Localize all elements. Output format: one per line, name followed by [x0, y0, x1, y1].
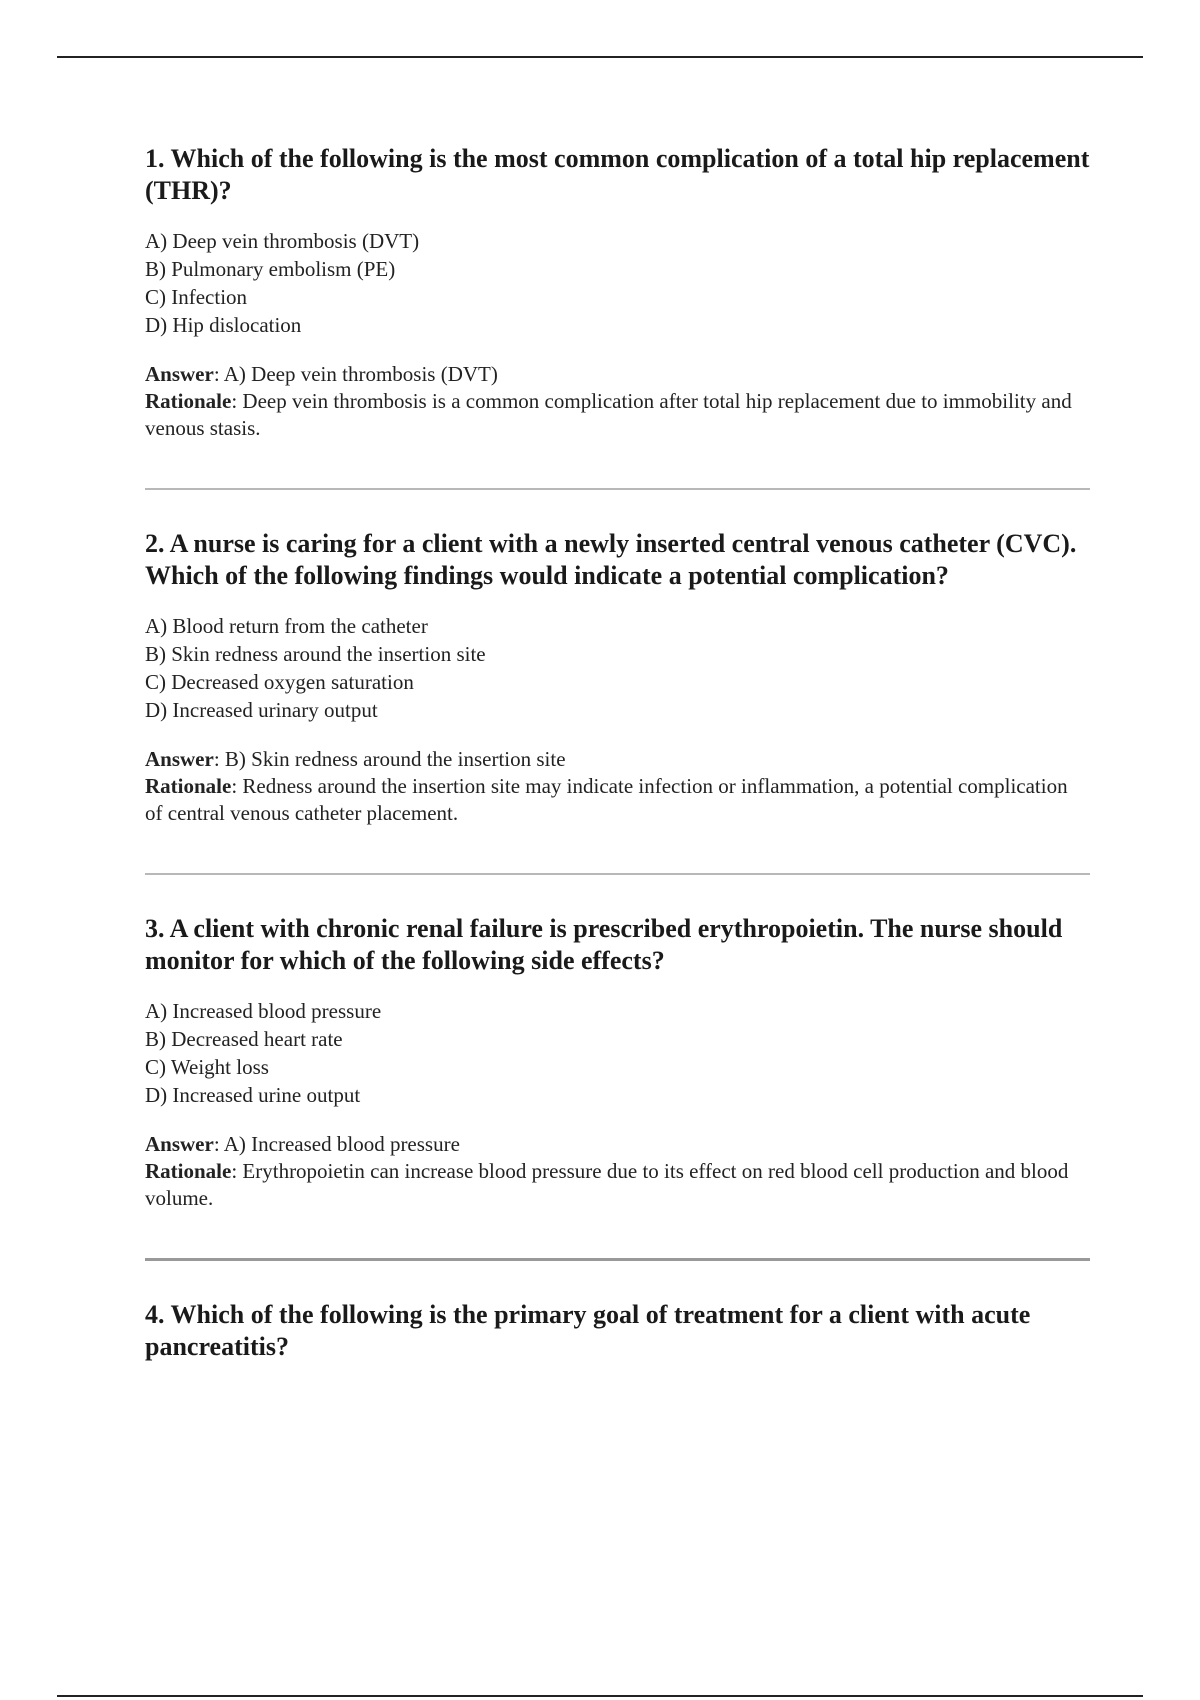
rationale-label: Rationale [145, 1159, 232, 1183]
question-title: 1. Which of the following is the most common complication of a total hip replacement (THR)? [145, 144, 1090, 205]
answer-text: : B) Skin redness around the insertion site [213, 747, 566, 771]
answer-label: Answer [145, 362, 214, 386]
question-3 [145, 913, 1090, 1212]
answer-label: Answer [145, 1132, 214, 1156]
option-a: A) Deep vein thrombosis (DVT) [145, 229, 420, 253]
rationale-line [145, 388, 1090, 442]
question-title: 4. Which of the following is the primary goal of treatment for a client with acute pancreatitis? [145, 1300, 1031, 1361]
option-d: D) Hip dislocation [145, 313, 302, 337]
option-d: D) Increased urine output [145, 1083, 361, 1107]
document-body [145, 143, 1090, 1383]
option-d: D) Increased urinary output [145, 698, 378, 722]
question-separator [145, 873, 1090, 875]
question-4 [145, 1299, 1090, 1363]
answer-text: : A) Increased blood pressure [213, 1132, 460, 1156]
option-a: A) Increased blood pressure [145, 999, 382, 1023]
option-c: C) Infection [145, 285, 248, 309]
option-b: B) Pulmonary embolism (PE) [145, 257, 396, 281]
rationale-text: : Deep vein thrombosis is a common complication after total hip replacement due to immobility and venous stasis. [145, 389, 1072, 440]
question-title: 2. A nurse is caring for a client with a newly inserted central venous catheter (CVC). Which of the following findings would indicate a potential complication? [145, 529, 1077, 590]
answer-options [145, 227, 1090, 339]
rationale-label: Rationale [145, 774, 232, 798]
option-c: C) Weight loss [145, 1055, 269, 1079]
page-top-rule [57, 56, 1143, 58]
answer-line [145, 746, 1090, 773]
rationale-line [145, 1158, 1090, 1212]
rationale-label: Rationale [145, 389, 232, 413]
answer-line [145, 1131, 1090, 1158]
question-separator [145, 1258, 1090, 1261]
option-c: C) Decreased oxygen saturation [145, 670, 414, 694]
answer-line [145, 361, 1090, 388]
rationale-line [145, 773, 1090, 827]
answer-text: : A) Deep vein thrombosis (DVT) [213, 362, 498, 386]
answer-options [145, 612, 1090, 724]
rationale-text: : Redness around the insertion site may indicate infection or inflammation, a potential complication of central venous catheter placement. [145, 774, 1068, 825]
answer-label: Answer [145, 747, 214, 771]
page-bottom-rule [57, 1695, 1143, 1697]
question-title: 3. A client with chronic renal failure is prescribed erythropoietin. The nurse should monitor for which of the following side effects? [145, 914, 1063, 975]
question-separator [145, 488, 1090, 490]
answer-options [145, 997, 1090, 1109]
question-2 [145, 528, 1090, 827]
rationale-text: : Erythropoietin can increase blood pressure due to its effect on red blood cell production and blood volume. [145, 1159, 1069, 1210]
question-1 [145, 143, 1090, 442]
option-b: B) Skin redness around the insertion site [145, 642, 486, 666]
option-b: B) Decreased heart rate [145, 1027, 343, 1051]
option-a: A) Blood return from the catheter [145, 614, 428, 638]
